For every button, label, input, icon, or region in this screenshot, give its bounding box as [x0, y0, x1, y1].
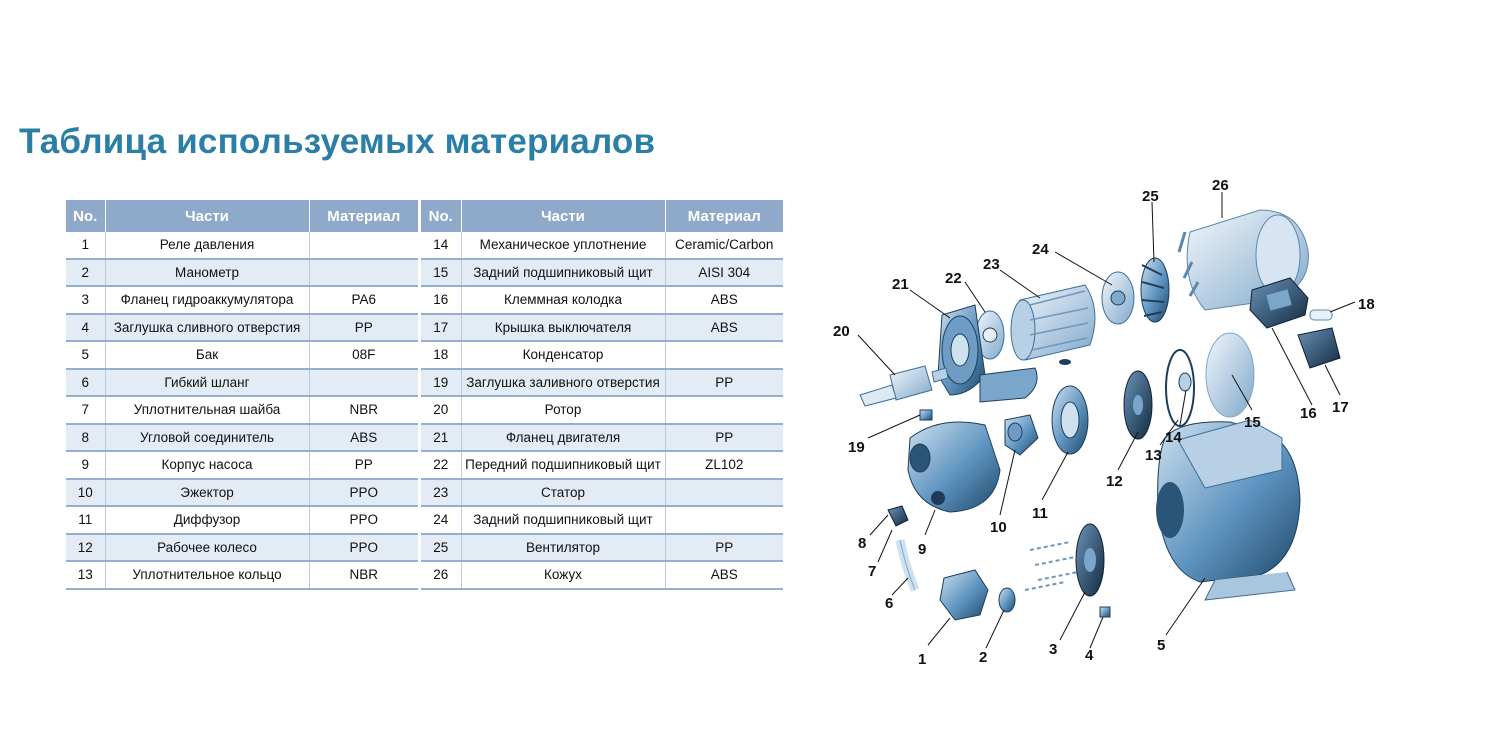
cell-material: PP [665, 369, 783, 397]
header-part: Части [461, 200, 665, 232]
cell-part: Клеммная колодка [461, 286, 665, 314]
cell-material: PA6 [309, 286, 418, 314]
table-row [421, 561, 783, 589]
label-5: 5 [1157, 637, 1166, 654]
cell-part: Кожух [461, 561, 665, 589]
cell-material: PP [665, 424, 783, 452]
table-row [66, 396, 418, 424]
table-row [421, 451, 783, 479]
cell-no: 24 [421, 506, 461, 534]
table-row [421, 479, 783, 507]
part-diffuser-11 [1052, 386, 1088, 454]
label-17: 17 [1332, 399, 1349, 416]
part-fan-25 [1141, 258, 1169, 322]
cell-material [665, 479, 783, 507]
cell-no: 17 [421, 314, 461, 342]
cell-material: ABS [665, 314, 783, 342]
cell-part: Ротор [461, 396, 665, 424]
label-13: 13 [1145, 447, 1162, 464]
label-1: 1 [918, 651, 927, 668]
table-row [421, 396, 783, 424]
cell-no: 7 [66, 396, 105, 424]
cell-material [665, 396, 783, 424]
part-impeller-12 [1124, 371, 1152, 439]
cell-no: 3 [66, 286, 105, 314]
cell-part: Вентилятор [461, 534, 665, 562]
cell-no: 23 [421, 479, 461, 507]
label-25: 25 [1142, 188, 1159, 205]
header-part: Части [105, 200, 309, 232]
label-21: 21 [892, 276, 909, 293]
table-row [66, 451, 418, 479]
cell-part: Статор [461, 479, 665, 507]
part-tank-flange-3 [1025, 524, 1104, 596]
cell-no: 1 [66, 232, 105, 259]
part-stator-23 [1011, 285, 1095, 365]
cell-part: Реле давления [105, 232, 309, 259]
label-11: 11 [1032, 505, 1048, 522]
cell-no: 11 [66, 506, 105, 534]
cell-material: PPO [309, 506, 418, 534]
part-hose-6 [900, 540, 915, 590]
label-23: 23 [983, 256, 1000, 273]
cell-material [309, 232, 418, 259]
cell-part: Фланец двигателя [461, 424, 665, 452]
table-row [421, 424, 783, 452]
label-10: 10 [990, 519, 1007, 536]
header-no: No. [421, 200, 461, 232]
cell-material [309, 259, 418, 287]
cell-no: 16 [421, 286, 461, 314]
cell-part: Задний подшипниковый щит [461, 259, 665, 287]
cell-part: Манометр [105, 259, 309, 287]
table-row [66, 286, 418, 314]
cell-part: Диффузор [105, 506, 309, 534]
cell-material: PPO [309, 534, 418, 562]
cell-material: ABS [665, 286, 783, 314]
part-drain-plug-4 [1100, 607, 1110, 617]
header-no: No. [66, 200, 105, 232]
cell-part: Механическое уплотнение [461, 232, 665, 259]
cell-part: Передний подшипниковый щит [461, 451, 665, 479]
cell-no: 10 [66, 479, 105, 507]
header-material: Материал [665, 200, 783, 232]
part-elbow-8 [888, 506, 908, 526]
table-row [66, 561, 418, 589]
cell-material: PP [309, 451, 418, 479]
part-shield-15 [1206, 333, 1254, 417]
table-row [421, 259, 783, 287]
table-row [66, 369, 418, 397]
table-row [66, 232, 418, 259]
cell-material: PP [309, 314, 418, 342]
cell-part: Угловой соединитель [105, 424, 309, 452]
table-row [421, 341, 783, 369]
cell-part: Уплотнительная шайба [105, 396, 309, 424]
cell-no: 22 [421, 451, 461, 479]
table-row [66, 479, 418, 507]
table-row [421, 534, 783, 562]
label-14: 14 [1165, 429, 1182, 446]
cell-material: NBR [309, 561, 418, 589]
table-row [421, 232, 783, 259]
label-12: 12 [1106, 473, 1123, 490]
cell-material: ABS [309, 424, 418, 452]
label-4: 4 [1085, 647, 1094, 664]
cell-part: Корпус насоса [105, 451, 309, 479]
label-15: 15 [1244, 414, 1261, 431]
label-3: 3 [1049, 641, 1058, 658]
part-pressure-switch-1 [940, 570, 988, 620]
cell-material [665, 506, 783, 534]
cell-part: Крышка выключателя [461, 314, 665, 342]
cell-material: PP [665, 534, 783, 562]
table-row [66, 259, 418, 287]
cell-no: 20 [421, 396, 461, 424]
table-row [421, 369, 783, 397]
cell-no: 21 [421, 424, 461, 452]
label-9: 9 [918, 541, 927, 558]
cell-material: Ceramic/Carbon [665, 232, 783, 259]
cell-material: NBR [309, 396, 418, 424]
cell-part: Гибкий шланг [105, 369, 309, 397]
cell-part: Заглушка заливного отверстия [461, 369, 665, 397]
cell-no: 5 [66, 341, 105, 369]
label-7: 7 [868, 563, 877, 580]
cell-no: 9 [66, 451, 105, 479]
cell-no: 8 [66, 424, 105, 452]
part-seal-14 [1179, 373, 1191, 391]
cell-no: 4 [66, 314, 105, 342]
table-header-row [421, 200, 783, 232]
header-material: Материал [309, 200, 418, 232]
table-row [66, 314, 418, 342]
label-6: 6 [885, 595, 894, 612]
cell-material: ABS [665, 561, 783, 589]
cell-material [665, 341, 783, 369]
cell-no: 2 [66, 259, 105, 287]
label-2: 2 [979, 649, 988, 666]
table-row [421, 286, 783, 314]
cell-no: 12 [66, 534, 105, 562]
part-capacitor-18 [1310, 310, 1332, 320]
cell-part: Конденсатор [461, 341, 665, 369]
cell-part: Рабочее колесо [105, 534, 309, 562]
cell-part: Бак [105, 341, 309, 369]
part-rear-shield-24 [1102, 272, 1134, 324]
cell-part: Фланец гидроаккумулятора [105, 286, 309, 314]
table-row [421, 506, 783, 534]
table-header-row [66, 200, 418, 232]
part-ejector-10 [1005, 415, 1038, 455]
cell-part: Задний подшипниковый щит [461, 506, 665, 534]
cell-part: Уплотнительное кольцо [105, 561, 309, 589]
page-title: Таблица используемых материалов [19, 122, 656, 161]
table-row [66, 506, 418, 534]
cell-part: Эжектор [105, 479, 309, 507]
table-row [66, 341, 418, 369]
materials-table-left [66, 200, 418, 590]
cell-no: 26 [421, 561, 461, 589]
part-rotor-20 [860, 366, 948, 406]
cell-material: PPO [309, 479, 418, 507]
label-20: 20 [833, 323, 850, 340]
part-priming-plug-19 [920, 410, 932, 420]
cell-part: Заглушка сливного отверстия [105, 314, 309, 342]
cell-material: AISI 304 [665, 259, 783, 287]
label-16: 16 [1300, 405, 1317, 422]
part-gauge-2 [999, 588, 1015, 612]
part-switch-cover-17 [1298, 328, 1340, 368]
cell-material [309, 369, 418, 397]
materials-table-right [421, 200, 783, 590]
label-24: 24 [1032, 241, 1049, 258]
cell-no: 15 [421, 259, 461, 287]
cell-no: 18 [421, 341, 461, 369]
cell-material: ZL102 [665, 451, 783, 479]
cell-no: 14 [421, 232, 461, 259]
cell-no: 25 [421, 534, 461, 562]
table-row [421, 314, 783, 342]
label-8: 8 [858, 535, 867, 552]
cell-no: 6 [66, 369, 105, 397]
label-22: 22 [945, 270, 962, 287]
label-26: 26 [1212, 177, 1229, 194]
table-row [66, 424, 418, 452]
cell-no: 13 [66, 561, 105, 589]
label-19: 19 [848, 439, 865, 456]
pump-exploded-diagram [820, 170, 1480, 670]
cell-no: 19 [421, 369, 461, 397]
label-18: 18 [1358, 296, 1375, 313]
part-tank-5 [1156, 420, 1300, 600]
cell-material: 08F [309, 341, 418, 369]
table-row [66, 534, 418, 562]
part-pump-body-9 [908, 422, 1000, 512]
